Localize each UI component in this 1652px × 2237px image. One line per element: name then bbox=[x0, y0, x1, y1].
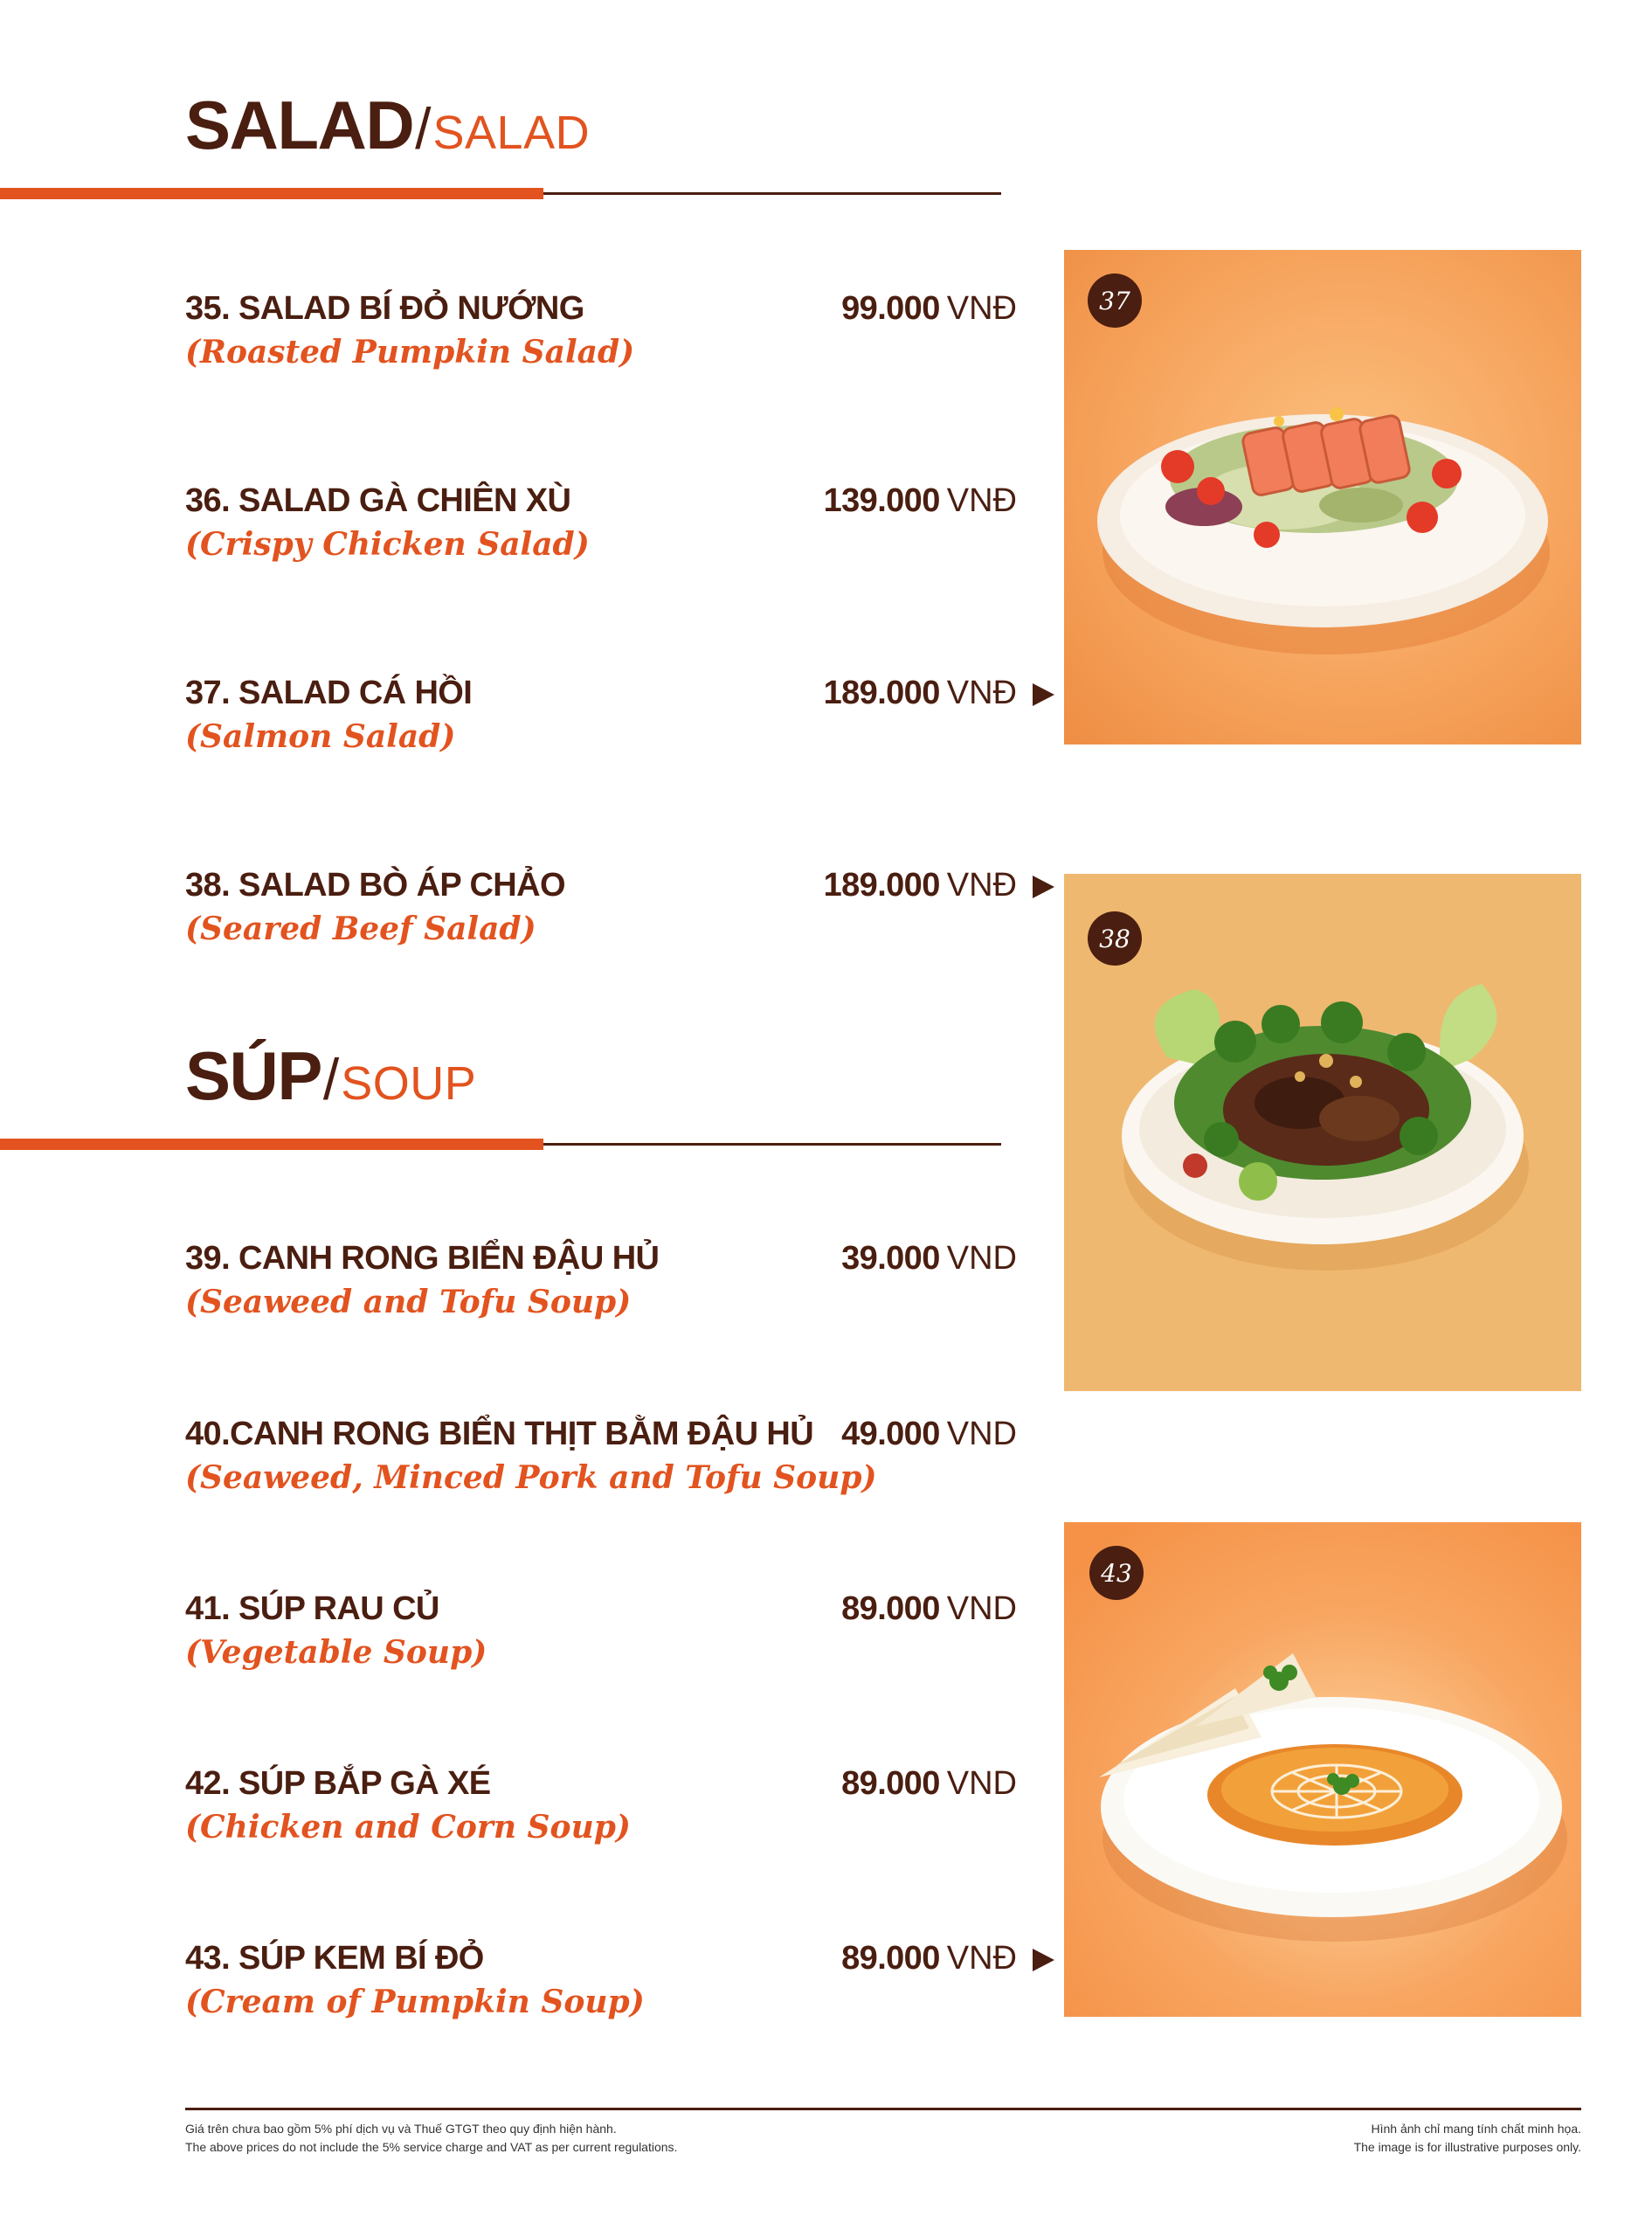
section-title-en: SOUP bbox=[341, 1057, 477, 1110]
menu-item[interactable] bbox=[185, 1590, 1059, 1678]
menu-item[interactable] bbox=[185, 1940, 1059, 2027]
section-heading-salad bbox=[185, 86, 590, 165]
item-english-name: (Seaweed, Minced Pork and Tofu Soup) bbox=[185, 1459, 877, 1496]
item-price: 89.000 VND bbox=[841, 1590, 1017, 1627]
item-name: 38. SALAD BÒ ÁP CHẢO bbox=[185, 867, 565, 904]
section-title-en: SALAD bbox=[432, 107, 591, 159]
menu-item[interactable] bbox=[185, 1240, 1059, 1327]
menu-item[interactable] bbox=[185, 1765, 1059, 1853]
footer-price-note bbox=[185, 2120, 677, 2157]
play-arrow-icon[interactable] bbox=[1033, 876, 1054, 898]
item-name: 43. SÚP KEM BÍ ĐỎ bbox=[185, 1940, 484, 1977]
item-name: 36. SALAD GÀ CHIÊN XÙ bbox=[185, 482, 571, 519]
item-price: 139.000 VNĐ bbox=[823, 482, 1017, 519]
photo-badge-38: 38 bbox=[1099, 925, 1130, 953]
item-name: 41. SÚP RAU CỦ bbox=[185, 1590, 439, 1627]
item-price: 189.000 VNĐ bbox=[823, 867, 1017, 904]
pumpkin-soup-image bbox=[1064, 1522, 1581, 2017]
item-name: 37. SALAD CÁ HỒI bbox=[185, 675, 473, 711]
photo-badge-37: 37 bbox=[1099, 287, 1130, 315]
section-divider bbox=[0, 188, 1001, 200]
section-title-vi: SALAD bbox=[185, 87, 414, 163]
title-separator: / bbox=[415, 96, 432, 161]
title-separator: / bbox=[322, 1047, 340, 1112]
item-english-name: (Crispy Chicken Salad) bbox=[185, 526, 590, 563]
item-price: 39.000 VND bbox=[841, 1240, 1017, 1277]
play-arrow-icon[interactable] bbox=[1033, 683, 1054, 706]
item-name: 42. SÚP BẮP GÀ XÉ bbox=[185, 1765, 491, 1802]
play-arrow-icon[interactable] bbox=[1033, 1949, 1054, 1971]
salmon-salad-photo[interactable] bbox=[1064, 250, 1581, 745]
seared-beef-salad-photo[interactable] bbox=[1064, 874, 1581, 1391]
menu-item[interactable] bbox=[185, 867, 1059, 954]
section-divider bbox=[0, 1139, 1001, 1151]
footer-note-vi: Giá trên chưa bao gồm 5% phí dịch vụ và Thuế GTGT theo quy định hiện hành. bbox=[185, 2122, 617, 2136]
item-english-name: (Seaweed and Tofu Soup) bbox=[185, 1284, 632, 1320]
footer-image-note-en: The image is for illustrative purposes only. bbox=[1353, 2140, 1581, 2154]
item-english-name: (Seared Beef Salad) bbox=[185, 911, 536, 947]
menu-item[interactable] bbox=[185, 1416, 1059, 1503]
item-name: 40.CANH RONG BIỂN THỊT BẰM ĐẬU HỦ bbox=[185, 1416, 814, 1452]
item-english-name: (Cream of Pumpkin Soup) bbox=[185, 1984, 645, 2020]
item-english-name: (Chicken and Corn Soup) bbox=[185, 1809, 631, 1846]
section-title-vi: SÚP bbox=[185, 1037, 321, 1114]
item-price: 189.000 VNĐ bbox=[823, 675, 1017, 711]
item-price: 89.000 VND bbox=[841, 1765, 1017, 1802]
item-name: 39. CANH RONG BIỂN ĐẬU HỦ bbox=[185, 1240, 660, 1277]
seared-beef-salad-image bbox=[1064, 874, 1581, 1391]
footer-image-note bbox=[1354, 2120, 1581, 2157]
footer-note-en: The above prices do not include the 5% service charge and VAT as per current regulations. bbox=[185, 2140, 678, 2154]
footer-image-note-vi: Hình ảnh chỉ mang tính chất minh họa. bbox=[1371, 2122, 1581, 2136]
photo-badge-43: 43 bbox=[1101, 1559, 1132, 1588]
item-english-name: (Vegetable Soup) bbox=[185, 1634, 487, 1671]
pumpkin-soup-photo[interactable] bbox=[1064, 1522, 1581, 2017]
item-name: 35. SALAD BÍ ĐỎ NƯỚNG bbox=[185, 290, 584, 327]
section-heading-soup bbox=[185, 1036, 476, 1116]
menu-item[interactable] bbox=[185, 675, 1059, 762]
menu-item[interactable] bbox=[185, 290, 1059, 377]
item-price: 89.000 VNĐ bbox=[841, 1940, 1017, 1977]
footer-divider bbox=[185, 2108, 1581, 2110]
item-english-name: (Roasted Pumpkin Salad) bbox=[185, 334, 635, 371]
item-price: 99.000 VNĐ bbox=[841, 290, 1017, 327]
item-english-name: (Salmon Salad) bbox=[185, 718, 456, 755]
salmon-salad-image bbox=[1064, 250, 1581, 745]
item-price: 49.000 VND bbox=[841, 1416, 1017, 1452]
menu-item[interactable] bbox=[185, 482, 1059, 570]
